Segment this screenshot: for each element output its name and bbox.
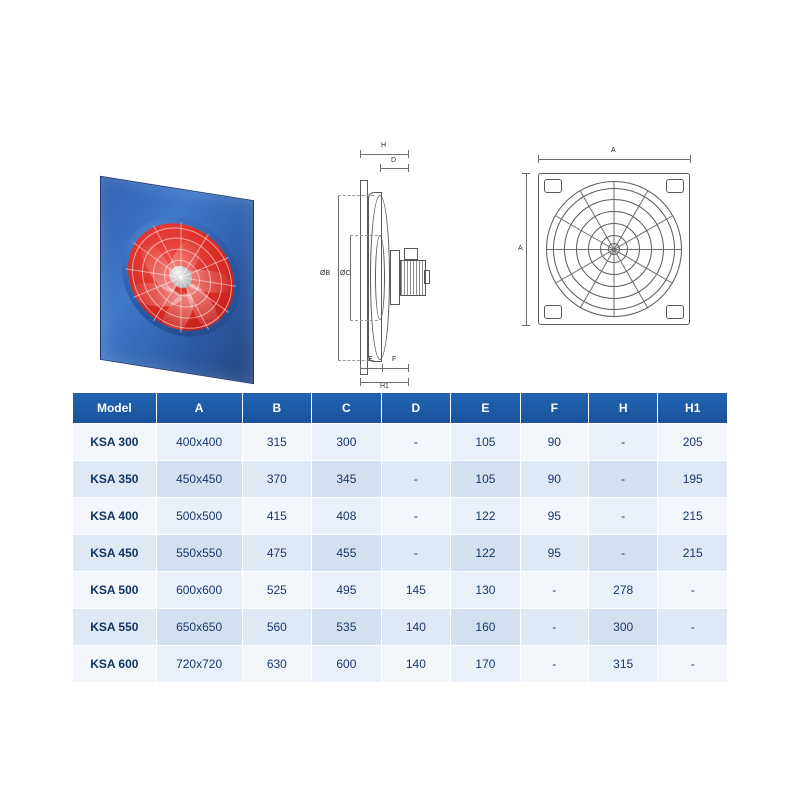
cell-h1: 205 [658, 424, 728, 461]
cell-d: 140 [381, 646, 451, 683]
guard-spoke [614, 182, 615, 250]
front-view-drawing [520, 145, 705, 355]
dim-label-ob: ØB [320, 270, 331, 277]
column-header-e: E [451, 393, 521, 424]
cell-b: 415 [242, 498, 312, 535]
dim-label-a-top: A [611, 147, 616, 154]
cell-f: - [520, 572, 588, 609]
dim-label-h1: H1 [380, 383, 389, 390]
cell-f: 95 [520, 498, 588, 535]
cell-b: 560 [242, 609, 312, 646]
dim-label-e: E [368, 356, 373, 363]
column-header-model: Model [73, 393, 157, 424]
plate-profile [360, 180, 368, 375]
dimensions-table-wrapper [72, 392, 728, 683]
cell-e: 105 [451, 461, 521, 498]
cell-a: 550x550 [156, 535, 242, 572]
cell-h1: 215 [658, 498, 728, 535]
column-header-h: H [588, 393, 658, 424]
illustration-band [0, 0, 800, 390]
corner-mount-lug [666, 305, 684, 319]
column-header-f: F [520, 393, 588, 424]
cell-h: 278 [588, 572, 658, 609]
table-row [73, 424, 728, 461]
corner-mount-lug [544, 305, 562, 319]
column-header-b: B [242, 393, 312, 424]
cell-h1: - [658, 572, 728, 609]
cell-model: KSA 600 [73, 646, 157, 683]
blade-profile-inner [375, 235, 385, 320]
terminal-box [404, 248, 418, 260]
cell-d: 145 [381, 572, 451, 609]
cell-h: - [588, 498, 658, 535]
cell-a: 500x500 [156, 498, 242, 535]
dim-label-h-top: H [381, 142, 387, 149]
cell-c: 345 [312, 461, 382, 498]
cell-e: 122 [451, 535, 521, 572]
cell-c: 300 [312, 424, 382, 461]
cell-e: 105 [451, 424, 521, 461]
cell-b: 525 [242, 572, 312, 609]
column-header-c: C [312, 393, 382, 424]
dimensions-table [72, 392, 728, 683]
cell-h: 300 [588, 609, 658, 646]
corner-mount-lug [666, 179, 684, 193]
cell-f: - [520, 609, 588, 646]
cell-a: 600x600 [156, 572, 242, 609]
cell-e: 170 [451, 646, 521, 683]
cell-h1: - [658, 609, 728, 646]
cell-c: 408 [312, 498, 382, 535]
cell-b: 475 [242, 535, 312, 572]
table-row [73, 572, 728, 609]
cell-c: 455 [312, 535, 382, 572]
cell-e: 130 [451, 572, 521, 609]
cell-model: KSA 350 [73, 461, 157, 498]
cell-c: 535 [312, 609, 382, 646]
guard-spoke [614, 250, 615, 318]
cell-e: 122 [451, 498, 521, 535]
cell-d: - [381, 424, 451, 461]
cell-a: 650x650 [156, 609, 242, 646]
fan-product-photo [100, 180, 260, 380]
cell-a: 450x450 [156, 461, 242, 498]
table-row [73, 461, 728, 498]
cell-h1: 215 [658, 535, 728, 572]
dim-label-oc: ØC [340, 270, 351, 277]
cell-h1: - [658, 646, 728, 683]
column-header-a: A [156, 393, 242, 424]
cell-a: 720x720 [156, 646, 242, 683]
cell-c: 600 [312, 646, 382, 683]
cell-b: 370 [242, 461, 312, 498]
column-header-h1: H1 [658, 393, 728, 424]
cell-b: 630 [242, 646, 312, 683]
table-row [73, 535, 728, 572]
cell-model: KSA 450 [73, 535, 157, 572]
guard-spoke [614, 249, 682, 250]
cell-model: KSA 300 [73, 424, 157, 461]
cell-b: 315 [242, 424, 312, 461]
cell-f: 95 [520, 535, 588, 572]
table-row [73, 498, 728, 535]
guard-spoke [546, 249, 614, 250]
cell-d: - [381, 535, 451, 572]
corner-mount-lug [544, 179, 562, 193]
table-row [73, 609, 728, 646]
motor-mount [390, 250, 400, 305]
motor-shaft-end [424, 270, 430, 284]
cell-h: - [588, 461, 658, 498]
table-header-row [73, 393, 728, 424]
cell-h: 315 [588, 646, 658, 683]
side-view-drawing [318, 140, 453, 390]
cell-f: - [520, 646, 588, 683]
cell-model: KSA 550 [73, 609, 157, 646]
cell-f: 90 [520, 461, 588, 498]
cell-d: - [381, 498, 451, 535]
table-row [73, 646, 728, 683]
cell-e: 160 [451, 609, 521, 646]
cell-d: - [381, 461, 451, 498]
cell-c: 495 [312, 572, 382, 609]
column-header-d: D [381, 393, 451, 424]
cell-a: 400x400 [156, 424, 242, 461]
cell-h1: 195 [658, 461, 728, 498]
cell-model: KSA 500 [73, 572, 157, 609]
dim-label-a-left: A [518, 245, 523, 252]
cell-f: 90 [520, 424, 588, 461]
cell-h: - [588, 424, 658, 461]
dim-label-f: F [392, 356, 397, 363]
cell-d: 140 [381, 609, 451, 646]
cell-h: - [588, 535, 658, 572]
dim-label-d: D [391, 157, 397, 164]
motor-body [400, 260, 426, 296]
cell-model: KSA 400 [73, 498, 157, 535]
